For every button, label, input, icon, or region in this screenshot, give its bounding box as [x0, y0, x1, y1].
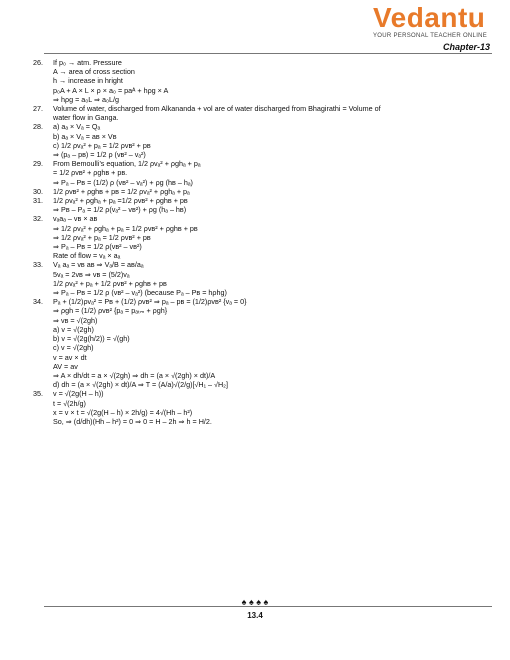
- solution-line: [33, 159, 493, 169]
- solution-line: [33, 260, 493, 270]
- solution-text: ⇒ (pₐ – pʙ) = 1/2 ρ (vʙ² – vₐ²): [53, 150, 146, 160]
- solution-text: vₐaₐ – vʙ × aʙ: [53, 214, 98, 224]
- solution-text: c) v = √(2gh): [53, 343, 94, 353]
- solution-line: [33, 214, 493, 224]
- solution-line: [33, 196, 493, 206]
- solution-line: [53, 205, 493, 214]
- logo-wordmark: Vedantu: [373, 2, 486, 33]
- solution-text: d) dh = (a × √(2gh) × dt)/A ⇒ T = (A/a)√(2/g)[√H₁ – √H₂]: [53, 380, 228, 390]
- solution-line: [53, 334, 493, 343]
- solution-text: t = √(2h/g): [53, 398, 86, 408]
- question-number: 30.: [33, 186, 43, 196]
- solution-text: v = √(2g(H – h)): [53, 389, 104, 399]
- solution-line: [53, 95, 493, 104]
- solution-line: [53, 224, 493, 233]
- solution-text: c) 1/2 ρvₐ² + pₐ = 1/2 ρvʙ² + pʙ: [53, 140, 151, 150]
- solution-line: [53, 316, 493, 325]
- solutions-body: [33, 58, 493, 426]
- solution-text: h → increase in hright: [53, 76, 123, 86]
- solution-line: [53, 288, 493, 297]
- solution-line: [53, 76, 493, 85]
- solution-line: [53, 141, 493, 150]
- solution-line: [33, 104, 493, 114]
- solution-line: [53, 417, 493, 426]
- solution-text: 1/2 ρvₐ² + pₐ + 1/2 ρvʙ² + ρghʙ + pʙ: [53, 278, 167, 288]
- solution-text: Volume of water, discharged from Alkananda + vol are of water discharged from Bhagirathi = Volume of: [53, 104, 381, 114]
- solution-text: ⇒ 1/2 ρvₐ² + pₐ = 1/2 ρvʙ² + pʙ: [53, 232, 151, 242]
- solution-text: 5vₐ = 2vʙ ⇒ vʙ = (5/2)vₐ: [53, 269, 130, 279]
- solution-line: [53, 353, 493, 362]
- solution-text: ⇒ Pₐ – Pʙ = 1/2 ρ (vʙ² – vₐ²) (because Pₐ – Pʙ = hρhg): [53, 288, 227, 298]
- solution-text: = 1/2 ρvʙ² + ρghʙ + pʙ.: [53, 168, 128, 178]
- solution-text: b) aₐ × Vₐ = aʙ × Vʙ: [53, 131, 117, 141]
- solution-text: From Bemoulli’s equation, 1/2 ρvₐ² + ρghₐ + pₐ: [53, 159, 201, 169]
- solution-line: [53, 233, 493, 242]
- question-number: 31.: [33, 196, 43, 206]
- solution-text: a) aₐ × Vₐ = Qₐ: [53, 122, 101, 132]
- solution-text: ⇒ 1/2 ρvₐ² + ρghₐ + pₐ = 1/2 ρvʙ² + ρghʙ + pʙ: [53, 223, 198, 233]
- solution-line: [53, 168, 493, 177]
- chapter-label: Chapter-13: [442, 42, 490, 52]
- solution-text: If p₀ → atm. Pressure: [53, 58, 122, 67]
- solution-line: [53, 371, 493, 380]
- solution-line: [53, 132, 493, 141]
- solution-text: ⇒ Pʙ – Pₐ = 1/2 ρ(vₐ² – vʙ²) + ρg (hₐ – hʙ): [53, 205, 187, 215]
- question-number: 35.: [33, 389, 43, 399]
- question-number: 28.: [33, 122, 43, 132]
- header-rule: [44, 53, 492, 54]
- question-number: 27.: [33, 104, 43, 114]
- solution-text: p₀A + A × L × ρ × a₀ = paᴬ + hρg × A: [53, 85, 169, 95]
- solution-line: [53, 270, 493, 279]
- solution-text: ⇒ Pₐ – Pʙ = (1/2) ρ (vʙ² – vₐ²) + ρg (hʙ – hₐ): [53, 177, 193, 187]
- question-number: 34.: [33, 297, 43, 307]
- solution-text: ⇒ ρgh = (1/2) ρvʙ² {pₐ = pₐₜₘ + ρgh}: [53, 306, 168, 316]
- logo-tagline: YOUR PERSONAL TEACHER ONLINE: [373, 33, 488, 39]
- solution-text: Rate of flow = vₐ × aₐ: [53, 251, 121, 261]
- page-number: 13.4: [247, 611, 263, 620]
- solution-text: a) v = √(2gh): [53, 324, 94, 334]
- solution-line: [53, 399, 493, 408]
- solution-text: Vₐ aₐ = vʙ aʙ ⇒ Vₐ/B = aʙ/aₐ: [53, 260, 144, 270]
- solution-text: 1/2 ρvₐ² + ρghₐ + pₐ =1/2 ρvʙ² + ρghʙ + pʙ: [53, 196, 188, 206]
- solution-line: [53, 178, 493, 187]
- solution-text: water flow in Ganga.: [53, 113, 119, 123]
- solution-text: 1/2 ρvʙ² + ρghʙ + pʙ = 1/2 ρvₐ² + ρghₐ + pₐ: [53, 186, 190, 196]
- question-number: 26.: [33, 58, 43, 67]
- solution-text: ⇒ Pₐ – Pʙ = 1/2 ρ(vʙ² – vʙ²): [53, 242, 142, 252]
- solution-text: ⇒ A × dh/dt = a × √(2gh) ⇒ dh = (a × √(2gh) × dt)/A: [53, 370, 216, 380]
- footer-rule: [44, 606, 492, 607]
- solution-text: Pₐ + (1/2)ρvₐ² = Pʙ + (1/2) ρvʙ² ⇒ pₐ – pʙ = (1/2)ρvʙ² {vₐ = 0}: [53, 297, 247, 307]
- solution-line: [53, 67, 493, 76]
- solution-line: [33, 186, 493, 196]
- solution-line: [53, 362, 493, 371]
- solution-text: AV = av: [53, 361, 78, 371]
- solution-text: ⇒ hρg = a₀L ⇒ a₀L/g: [53, 94, 119, 104]
- solution-text: x = v × t = √(2g(H – h) × 2h/g) = 4√(Hh – h²): [53, 407, 193, 417]
- question-number: 32.: [33, 214, 43, 224]
- solution-text: ⇒ vʙ = √(2gh): [53, 315, 98, 325]
- question-number: 33.: [33, 260, 43, 270]
- question-number: 29.: [33, 159, 43, 169]
- solution-line: [53, 251, 493, 260]
- solution-line: [53, 408, 493, 417]
- solution-line: [53, 343, 493, 352]
- solution-line: [53, 325, 493, 334]
- solution-line: [53, 150, 493, 159]
- solution-line: [53, 242, 493, 251]
- solution-text: v = av × dt: [53, 352, 87, 362]
- solution-line: [33, 389, 493, 399]
- solution-line: [53, 279, 493, 288]
- solution-line: [53, 86, 493, 95]
- solution-text: So, ⇒ (d/dh)(Hh – h²) = 0 ⇒ 0 = H – 2h ⇒ h = H/2.: [53, 416, 212, 426]
- solution-text: A → area of cross section: [53, 67, 135, 77]
- solution-line: [53, 306, 493, 315]
- end-ornament: ♠ ♠ ♠ ♠: [241, 597, 269, 607]
- solution-text: b) v = √(2g(h/2)) = √(gh): [53, 334, 130, 344]
- solution-line: [53, 380, 493, 389]
- solution-line: [33, 297, 493, 307]
- solution-line: [33, 58, 493, 67]
- solution-line: [33, 122, 493, 132]
- solution-line: [53, 113, 493, 122]
